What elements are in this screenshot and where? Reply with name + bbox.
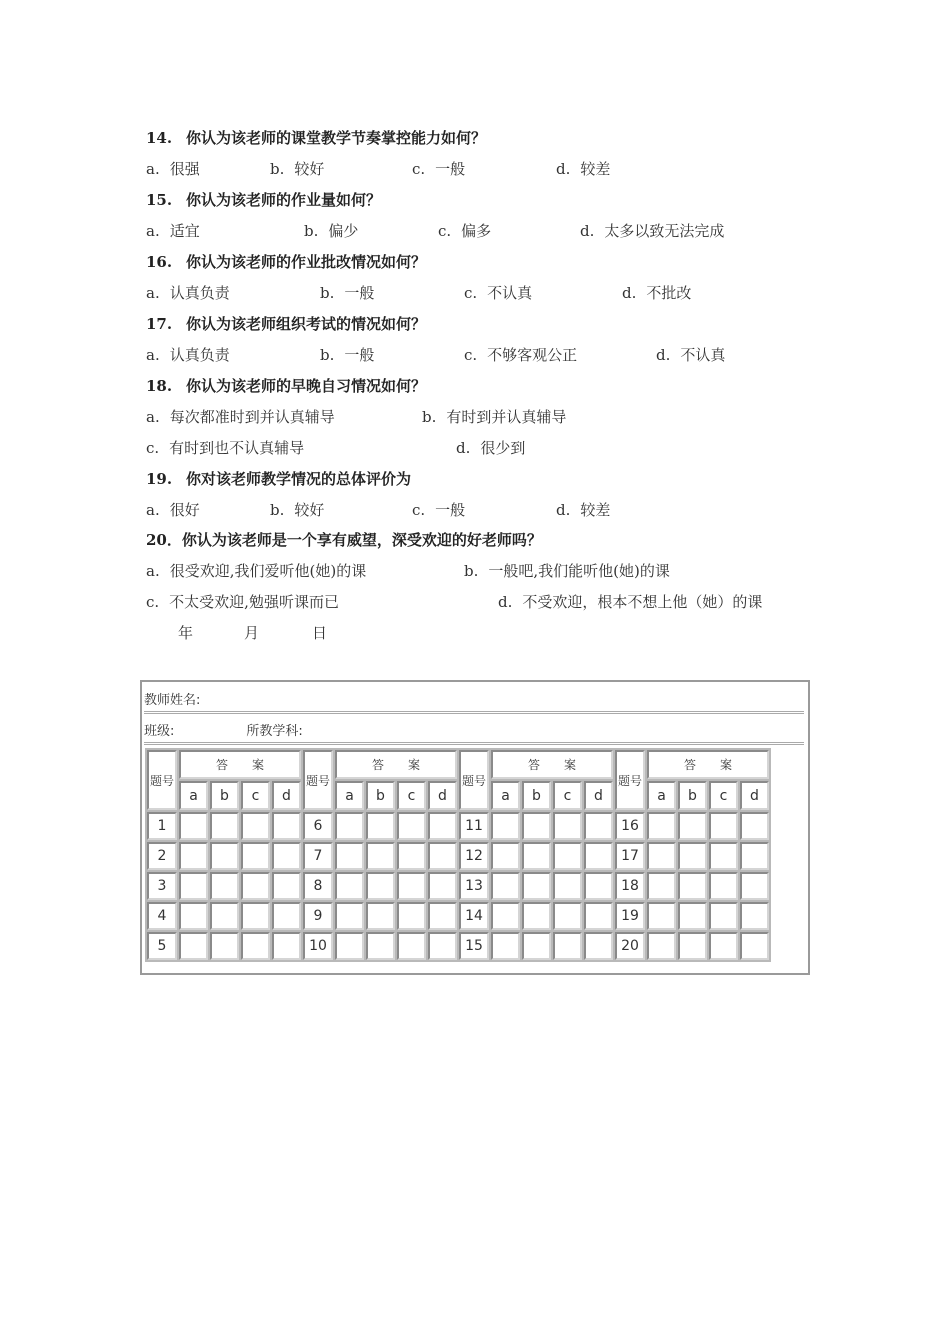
- option-20-b: b. 一般吧,我们能听他(她)的课: [464, 562, 670, 580]
- date-year: 年: [178, 624, 194, 642]
- question-15: 15. 你认为该老师的作业量如何？: [146, 191, 382, 209]
- option-17-a: a. 认真负责: [146, 346, 230, 364]
- choice-header-d: d: [584, 781, 613, 810]
- answer-cell-b[interactable]: [522, 902, 551, 930]
- choice-header-a: a: [335, 781, 364, 810]
- answer-cell-c[interactable]: [397, 932, 426, 960]
- answer-cell-b[interactable]: [210, 842, 239, 870]
- answer-cell-a[interactable]: [491, 902, 520, 930]
- answer-cell-d[interactable]: [740, 872, 769, 900]
- option-16-b: b. 一般: [320, 284, 375, 302]
- answer-cell-a[interactable]: [491, 932, 520, 960]
- answer-cell-b[interactable]: [366, 872, 395, 900]
- choice-header-b: b: [522, 781, 551, 810]
- answer-cell-b[interactable]: [678, 932, 707, 960]
- answer-cell-a[interactable]: [179, 812, 208, 840]
- answer-cell-d[interactable]: [272, 812, 301, 840]
- question-number-cell: 14: [459, 902, 489, 930]
- answer-cell-a[interactable]: [491, 872, 520, 900]
- choice-header-c: c: [241, 781, 270, 810]
- answer-cell-c[interactable]: [553, 812, 582, 840]
- answer-cell-c[interactable]: [241, 842, 270, 870]
- option-16-c: c. 不认真: [464, 284, 533, 302]
- answer-cell-a[interactable]: [335, 932, 364, 960]
- qnum-header: 题号: [303, 750, 333, 810]
- answer-cell-a[interactable]: [647, 872, 676, 900]
- choice-header-d: d: [428, 781, 457, 810]
- class-subject-row: [144, 716, 804, 745]
- option-19-a: a. 很好: [146, 501, 200, 519]
- qnum-header: 题号: [147, 750, 177, 810]
- answer-cell-a[interactable]: [179, 872, 208, 900]
- option-15-b: b. 偏少: [304, 222, 359, 240]
- answer-cell-a[interactable]: [647, 932, 676, 960]
- answer-cell-a[interactable]: [491, 812, 520, 840]
- choice-header-b: b: [210, 781, 239, 810]
- answer-cell-d[interactable]: [428, 812, 457, 840]
- answer-cell-b[interactable]: [366, 932, 395, 960]
- option-18-a: a. 每次都准时到并认真辅导: [146, 408, 335, 426]
- answer-cell-a[interactable]: [647, 842, 676, 870]
- qnum-header: 题号: [615, 750, 645, 810]
- answer-cell-a[interactable]: [179, 932, 208, 960]
- answer-cell-c[interactable]: [709, 842, 738, 870]
- choice-header-a: a: [491, 781, 520, 810]
- subject-label: 所教学科:: [246, 723, 303, 739]
- date-day: 日: [312, 624, 328, 642]
- answer-cell-d[interactable]: [272, 932, 301, 960]
- answer-header: 答 案: [491, 750, 613, 779]
- question-17: 17. 你认为该老师组织考试的情况如何？: [146, 315, 427, 333]
- answer-cell-c[interactable]: [553, 932, 582, 960]
- question-number-cell: 20: [615, 932, 645, 960]
- option-17-b: b. 一般: [320, 346, 375, 364]
- answer-cell-c[interactable]: [241, 932, 270, 960]
- option-19-d: d. 较差: [556, 501, 611, 519]
- answer-cell-b[interactable]: [522, 932, 551, 960]
- question-number-cell: 17: [615, 842, 645, 870]
- answer-cell-c[interactable]: [241, 812, 270, 840]
- choice-header-b: b: [678, 781, 707, 810]
- answer-cell-c[interactable]: [709, 812, 738, 840]
- answer-cell-c[interactable]: [709, 902, 738, 930]
- answer-cell-d[interactable]: [740, 932, 769, 960]
- answer-sheet: [140, 680, 810, 975]
- teacher-name-label: 教师姓名:: [144, 692, 201, 708]
- question-number-cell: 13: [459, 872, 489, 900]
- option-14-b: b. 较好: [270, 160, 325, 178]
- question-number-cell: 19: [615, 902, 645, 930]
- option-14-a: a. 很强: [146, 160, 200, 178]
- option-18-c: c. 有时到也不认真辅导: [146, 439, 305, 457]
- answer-cell-d[interactable]: [740, 842, 769, 870]
- choice-header-c: c: [709, 781, 738, 810]
- answer-cell-a[interactable]: [335, 842, 364, 870]
- answer-cell-b[interactable]: [678, 872, 707, 900]
- date-month: 月: [244, 624, 260, 642]
- answer-cell-d[interactable]: [740, 812, 769, 840]
- answer-cell-b[interactable]: [678, 842, 707, 870]
- answer-cell-a[interactable]: [179, 902, 208, 930]
- answer-grid: [145, 748, 771, 962]
- answer-cell-a[interactable]: [335, 902, 364, 930]
- option-20-d: d. 不受欢迎，根本不想上他（她）的课: [498, 593, 763, 611]
- question-number-cell: 9: [303, 902, 333, 930]
- question-number-cell: 5: [147, 932, 177, 960]
- choice-header-c: c: [553, 781, 582, 810]
- answer-cell-c[interactable]: [553, 902, 582, 930]
- answer-cell-c[interactable]: [709, 872, 738, 900]
- question-19: 19. 你对该老师教学情况的总体评价为: [146, 470, 412, 488]
- class-label: 班级:: [144, 723, 175, 739]
- question-number-cell: 1: [147, 812, 177, 840]
- answer-cell-d[interactable]: [272, 842, 301, 870]
- answer-cell-d[interactable]: [584, 812, 613, 840]
- choice-header-a: a: [647, 781, 676, 810]
- answer-cell-b[interactable]: [210, 872, 239, 900]
- question-number-cell: 18: [615, 872, 645, 900]
- question-number-cell: 15: [459, 932, 489, 960]
- option-20-a: a. 很受欢迎,我们爱听他(她)的课: [146, 562, 367, 580]
- answer-cell-c[interactable]: [241, 902, 270, 930]
- question-number-cell: 8: [303, 872, 333, 900]
- option-16-a: a. 认真负责: [146, 284, 230, 302]
- choice-header-d: d: [740, 781, 769, 810]
- option-19-c: c. 一般: [412, 501, 466, 519]
- option-14-c: c. 一般: [412, 160, 466, 178]
- option-14-d: d. 较差: [556, 160, 611, 178]
- answer-cell-b[interactable]: [522, 872, 551, 900]
- question-number-cell: 3: [147, 872, 177, 900]
- choice-header-b: b: [366, 781, 395, 810]
- option-17-c: c. 不够客观公正: [464, 346, 578, 364]
- answer-cell-b[interactable]: [210, 932, 239, 960]
- answer-cell-a[interactable]: [647, 902, 676, 930]
- question-number-cell: 4: [147, 902, 177, 930]
- question-number-cell: 11: [459, 812, 489, 840]
- answer-cell-b[interactable]: [366, 812, 395, 840]
- answer-cell-c[interactable]: [397, 812, 426, 840]
- answer-cell-c[interactable]: [553, 872, 582, 900]
- option-15-c: c. 偏多: [438, 222, 492, 240]
- option-18-d: d. 很少到: [456, 439, 526, 457]
- answer-header: 答 案: [179, 750, 301, 779]
- answer-cell-a[interactable]: [335, 872, 364, 900]
- question-16: 16. 你认为该老师的作业批改情况如何？: [146, 253, 427, 271]
- answer-cell-b[interactable]: [522, 842, 551, 870]
- option-18-b: b. 有时到并认真辅导: [422, 408, 567, 426]
- answer-cell-a[interactable]: [491, 842, 520, 870]
- answer-cell-a[interactable]: [647, 812, 676, 840]
- choice-header-d: d: [272, 781, 301, 810]
- answer-cell-c[interactable]: [397, 842, 426, 870]
- question-20: 20．你认为该老师是一个享有威望，深受欢迎的好老师吗？: [146, 531, 542, 549]
- choice-header-a: a: [179, 781, 208, 810]
- answer-cell-b[interactable]: [366, 842, 395, 870]
- answer-cell-b[interactable]: [210, 902, 239, 930]
- answer-cell-d[interactable]: [584, 902, 613, 930]
- option-17-d: d. 不认真: [656, 346, 726, 364]
- question-number-cell: 10: [303, 932, 333, 960]
- option-15-a: a. 适宜: [146, 222, 200, 240]
- answer-cell-c[interactable]: [709, 932, 738, 960]
- answer-header: 答 案: [647, 750, 769, 779]
- answer-cell-a[interactable]: [179, 842, 208, 870]
- answer-cell-d[interactable]: [428, 932, 457, 960]
- answer-cell-d[interactable]: [272, 902, 301, 930]
- answer-cell-d[interactable]: [740, 902, 769, 930]
- question-number-cell: 6: [303, 812, 333, 840]
- answer-cell-d[interactable]: [428, 872, 457, 900]
- answer-cell-d[interactable]: [584, 842, 613, 870]
- answer-cell-c[interactable]: [397, 872, 426, 900]
- answer-cell-b[interactable]: [210, 812, 239, 840]
- answer-cell-b[interactable]: [366, 902, 395, 930]
- answer-cell-b[interactable]: [678, 812, 707, 840]
- answer-cell-d[interactable]: [584, 932, 613, 960]
- answer-cell-d[interactable]: [428, 902, 457, 930]
- choice-header-c: c: [397, 781, 426, 810]
- question-14: 14. 你认为该老师的课堂教学节奏掌控能力如何？: [146, 129, 487, 147]
- answer-cell-d[interactable]: [584, 872, 613, 900]
- teacher-name-row: [144, 685, 804, 714]
- option-20-c: c. 不太受欢迎,勉强听课而已: [146, 593, 339, 611]
- answer-cell-c[interactable]: [241, 872, 270, 900]
- question-number-cell: 16: [615, 812, 645, 840]
- answer-cell-d[interactable]: [428, 842, 457, 870]
- option-19-b: b. 较好: [270, 501, 325, 519]
- qnum-header: 题号: [459, 750, 489, 810]
- answer-cell-a[interactable]: [335, 812, 364, 840]
- answer-cell-c[interactable]: [397, 902, 426, 930]
- answer-header: 答 案: [335, 750, 457, 779]
- option-16-d: d. 不批改: [622, 284, 692, 302]
- question-18: 18. 你认为该老师的早晚自习情况如何？: [146, 377, 427, 395]
- question-number-cell: 2: [147, 842, 177, 870]
- answer-cell-c[interactable]: [553, 842, 582, 870]
- option-15-d: d. 太多以致无法完成: [580, 222, 725, 240]
- question-number-cell: 7: [303, 842, 333, 870]
- question-number-cell: 12: [459, 842, 489, 870]
- answer-cell-d[interactable]: [272, 872, 301, 900]
- answer-cell-b[interactable]: [522, 812, 551, 840]
- answer-cell-b[interactable]: [678, 902, 707, 930]
